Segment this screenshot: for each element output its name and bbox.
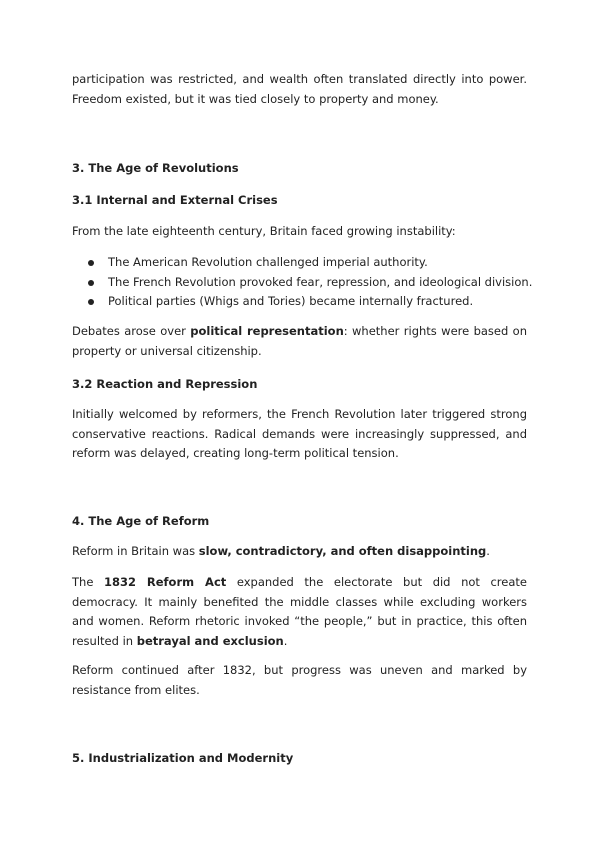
- bullet-dot: [88, 260, 94, 266]
- section-3-1-lead: From the late eighteenth century, Britain faced growing instability:: [72, 224, 456, 238]
- intro-line-2: Freedom existed, but it was tied closely to property and money.: [72, 91, 439, 106]
- bullet-dot: [88, 280, 94, 286]
- section-4-heading: 4. The Age of Reform: [72, 514, 210, 528]
- debates-bold: political representation: [190, 324, 344, 338]
- reform-text: The: [72, 575, 104, 589]
- section-3-2-paragraph: Initially welcomed by reformers, the French Revolution later triggered strong conservative reactions. Radical demands were increasingly suppressed, and reform was delayed, creating long-term political tension.: [72, 407, 527, 460]
- betrayal-bold: betrayal and exclusion: [136, 633, 284, 648]
- bullet-item: The French Revolution provoked fear, repression, and ideological division.: [108, 275, 533, 289]
- reform-text: .: [486, 544, 490, 558]
- section-5-heading: 5. Industrialization and Modernity: [72, 751, 294, 765]
- bullet-item: Political parties (Whigs and Tories) became internally fractured.: [108, 294, 474, 308]
- bullet-item: The American Revolution challenged imperial authority.: [108, 255, 428, 269]
- reform-paragraph-2: [72, 573, 527, 651]
- reform-text: .: [283, 633, 288, 648]
- intro-line-1: participation was restricted, and wealth often translated directly into power.: [72, 72, 527, 86]
- section-3-2-heading: 3.2 Reaction and Repression: [72, 377, 258, 391]
- reform-text: Reform in Britain was: [72, 544, 199, 558]
- reform-act-bold: 1832 Reform Act: [103, 575, 227, 589]
- reform-paragraph-3: Reform continued after 1832, but progress was uneven and marked by resistance from elites.: [72, 663, 527, 697]
- bullet-dot: [88, 299, 94, 305]
- reform-text: expanded the electorate but did not create democracy. It mainly benefited the middle classes while excluding workers and women. Reform rhetoric invoked “the people,” but in practice, this often resulted in: [72, 575, 527, 648]
- debates-text: : whether rights were based on property or universal citizenship.: [72, 324, 527, 358]
- debates-paragraph: [72, 322, 527, 361]
- section-3-heading: 3. The Age of Revolutions: [72, 161, 239, 175]
- section-3-1-heading: 3.1 Internal and External Crises: [72, 193, 278, 207]
- reform-bold: slow, contradictory, and often disappointing: [198, 544, 487, 558]
- intro-paragraph: [72, 70, 527, 109]
- debates-text: Debates arose over: [72, 324, 191, 338]
- reform-paragraph-1: [72, 542, 527, 562]
